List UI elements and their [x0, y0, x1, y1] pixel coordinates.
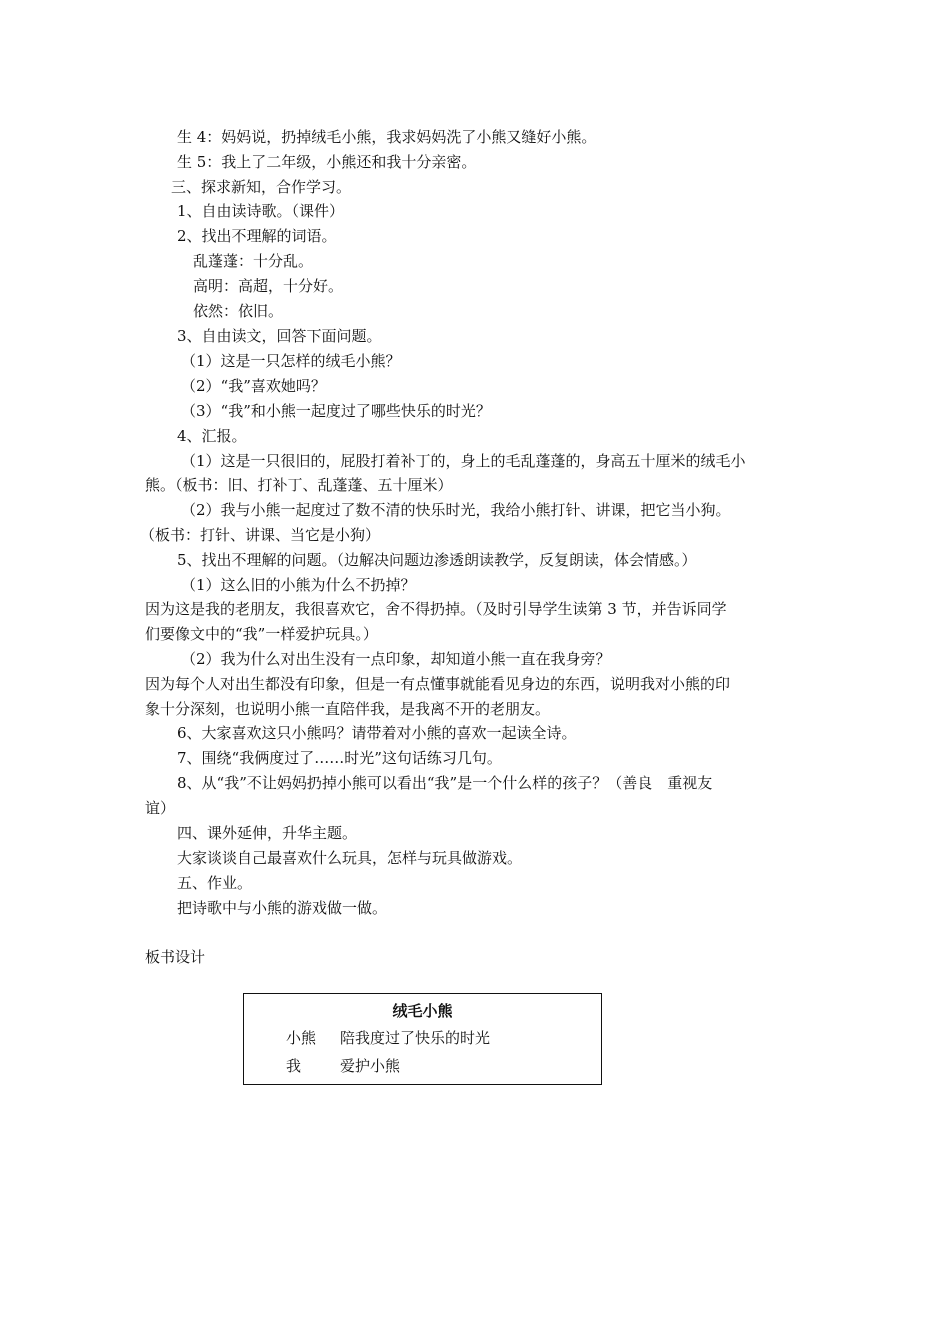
- text-line: 因为这是我的老朋友，我很喜欢它，舍不得扔掉。（及时引导学生读第 3 节，并告诉同学: [145, 600, 727, 618]
- text-line: 3、自由读文，回答下面问题。: [177, 327, 382, 345]
- text-line: 5、找出不理解的问题。（边解决问题边渗透朗读教学，反复朗读，体会情感。）: [177, 551, 697, 569]
- text-line: 6、大家喜欢这只小熊吗？请带着对小熊的喜欢一起读全诗。: [177, 724, 577, 742]
- board-design-label: 板书设计: [145, 948, 206, 966]
- text-line: （1）这是一只怎样的绒毛小熊？: [181, 352, 401, 370]
- text-line: 1、自由读诗歌。（课件）: [177, 202, 345, 220]
- text-line: 因为每个人对出生都没有印象，但是一有点懂事就能看见身边的东西，说明我对小熊的印: [145, 675, 731, 693]
- text-line: （板书：打针、讲课、当它是小狗）: [140, 526, 381, 544]
- text-line: 熊。（板书：旧、打补丁、乱蓬蓬、五十厘米）: [145, 476, 453, 494]
- text-line: 生 5：我上了二年级，小熊还和我十分亲密。: [177, 153, 477, 171]
- text-line: 大家谈谈自己最喜欢什么玩具，怎样与玩具做游戏。: [177, 849, 523, 867]
- section-heading: 四、课外延伸，升华主题。: [177, 824, 358, 842]
- text-line: 把诗歌中与小熊的游戏做一做。: [177, 899, 388, 917]
- text-line: 谊）: [145, 799, 176, 817]
- board-title: 绒毛小熊: [392, 1002, 453, 1020]
- section-heading: 三、探求新知，合作学习。: [171, 178, 352, 196]
- text-line: （3）“我”和小熊一起度过了哪些快乐的时光？: [181, 402, 491, 420]
- board-row2-left: 我: [286, 1057, 302, 1075]
- board-design-box: [243, 993, 602, 1085]
- board-row2-right: 爱护小熊: [340, 1057, 401, 1075]
- text-line: 高明：高超，十分好。: [193, 277, 344, 295]
- text-line: 2、找出不理解的词语。: [177, 227, 337, 245]
- text-line: 7、围绕“我俩度过了……时光”这句话练习几句。: [177, 749, 502, 767]
- text-line: 们要像文中的“我”一样爱护玩具。）: [145, 625, 378, 643]
- text-line: （2）“我”喜欢她吗？: [181, 377, 326, 395]
- text-line: 4、汇报。: [177, 427, 247, 445]
- text-line: 象十分深刻，也说明小熊一直陪伴我，是我离不开的老朋友。: [145, 700, 551, 718]
- text-line: 8、从“我”不让妈妈扔掉小熊可以看出“我”是一个什么样的孩子？（善良 重视友: [177, 774, 713, 792]
- text-line: 乱蓬蓬：十分乱。: [193, 252, 314, 270]
- board-row1-right: 陪我度过了快乐的时光: [340, 1029, 491, 1047]
- text-line: （1）这是一只很旧的，屁股打着补丁的，身上的毛乱蓬蓬的，身高五十厘米的绒毛小: [181, 452, 746, 470]
- text-line: （2）我为什么对出生没有一点印象，却知道小熊一直在我身旁？: [181, 650, 611, 668]
- text-line: 生 4：妈妈说，扔掉绒毛小熊，我求妈妈洗了小熊又缝好小熊。: [177, 128, 597, 146]
- text-line: 依然：依旧。: [193, 302, 284, 320]
- text-line: （2）我与小熊一起度过了数不清的快乐时光，我给小熊打针、讲课，把它当小狗。: [181, 501, 731, 519]
- section-heading: 五、作业。: [177, 874, 253, 892]
- text-line: （1）这么旧的小熊为什么不扔掉？: [181, 576, 416, 594]
- board-row1-left: 小熊: [286, 1029, 317, 1047]
